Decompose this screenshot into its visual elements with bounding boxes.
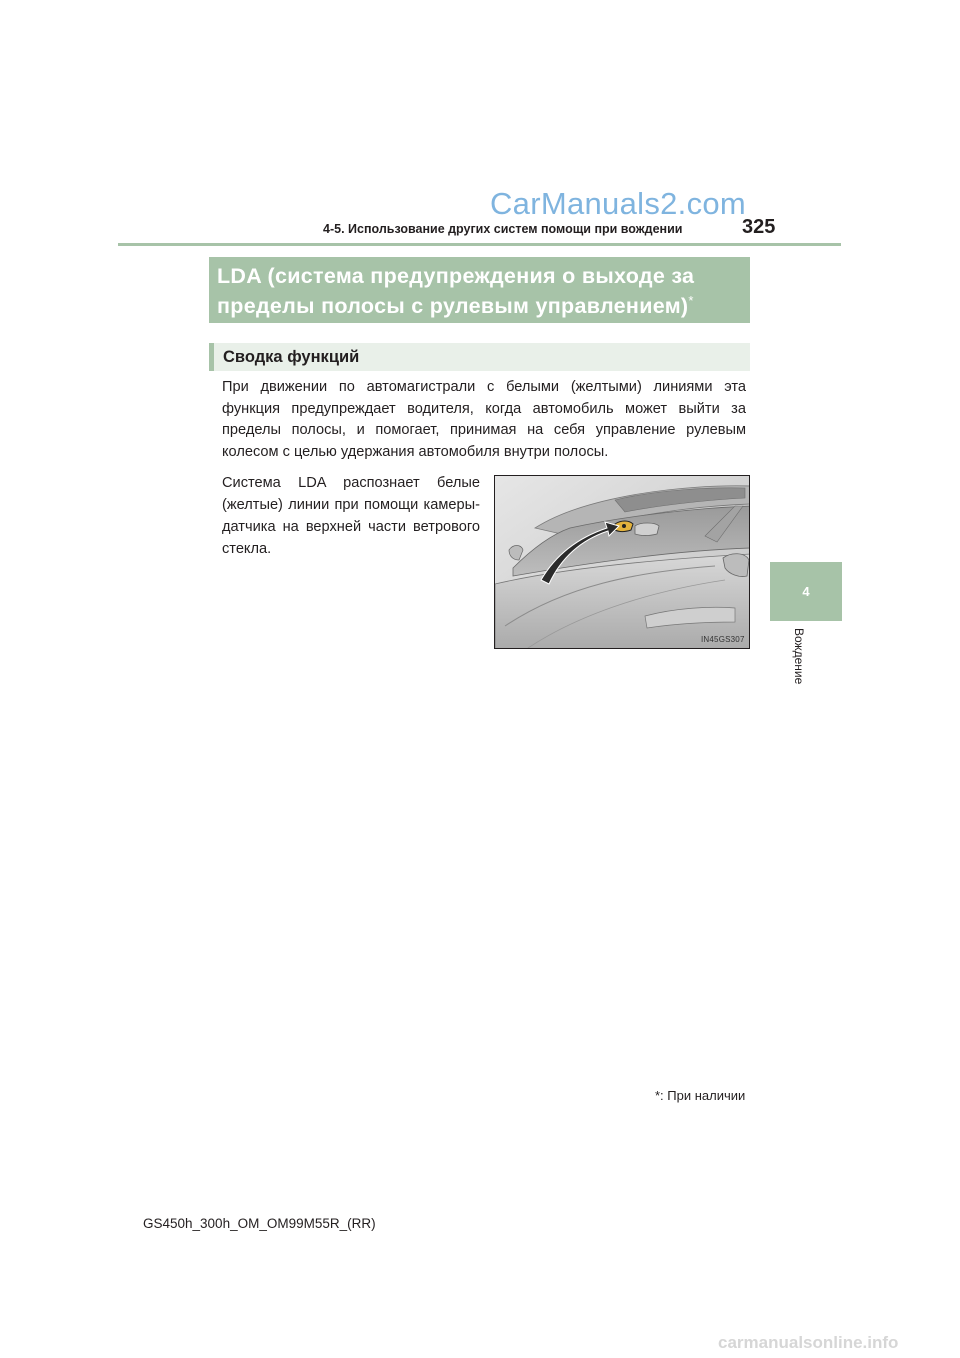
title-line-2-text: пределы полосы с рулевым управлением)	[217, 294, 689, 318]
header-section-title: 4-5. Использование других систем помощи при вождении	[323, 222, 683, 236]
figure-code: IN45GS307	[701, 635, 745, 644]
title-line-2	[217, 291, 742, 321]
section-heading-text: Сводка функций	[223, 347, 360, 366]
body-paragraph-1: При движении по автомагистрали с белыми (желтыми) линиями эта функция предупреждает водителя, когда автомобиль может выйти за пределы полосы, и помогает, принимая на себя управление рулевым колесом с целью удержания автомобиля внутри полосы.	[222, 379, 746, 460]
footnote: *: При наличии	[655, 1088, 746, 1103]
body-paragraph-2: Система LDA распознает белые (желтые) линии при помощи камеры-датчика на верхней части ветрового стекла.	[222, 475, 480, 557]
footer-document-code: GS450h_300h_OM_OM99M55R_(RR)	[143, 1216, 376, 1231]
watermark-logo: CarManuals2.com	[490, 186, 747, 221]
chapter-tab[interactable]	[770, 562, 842, 621]
chapter-label: Вождение	[792, 628, 806, 685]
windshield-camera-figure	[494, 475, 750, 649]
page-number: 325	[742, 216, 776, 238]
header-divider	[118, 243, 841, 246]
section-heading	[209, 343, 750, 371]
chapter-number: 4	[802, 584, 810, 599]
page-title	[209, 257, 750, 323]
footer-watermark-site: carmanualsonline.info	[718, 1333, 899, 1352]
title-star: *	[688, 292, 694, 308]
car-illustration	[495, 476, 750, 649]
title-line-1: LDA (система предупреждения о выходе за	[217, 264, 695, 288]
